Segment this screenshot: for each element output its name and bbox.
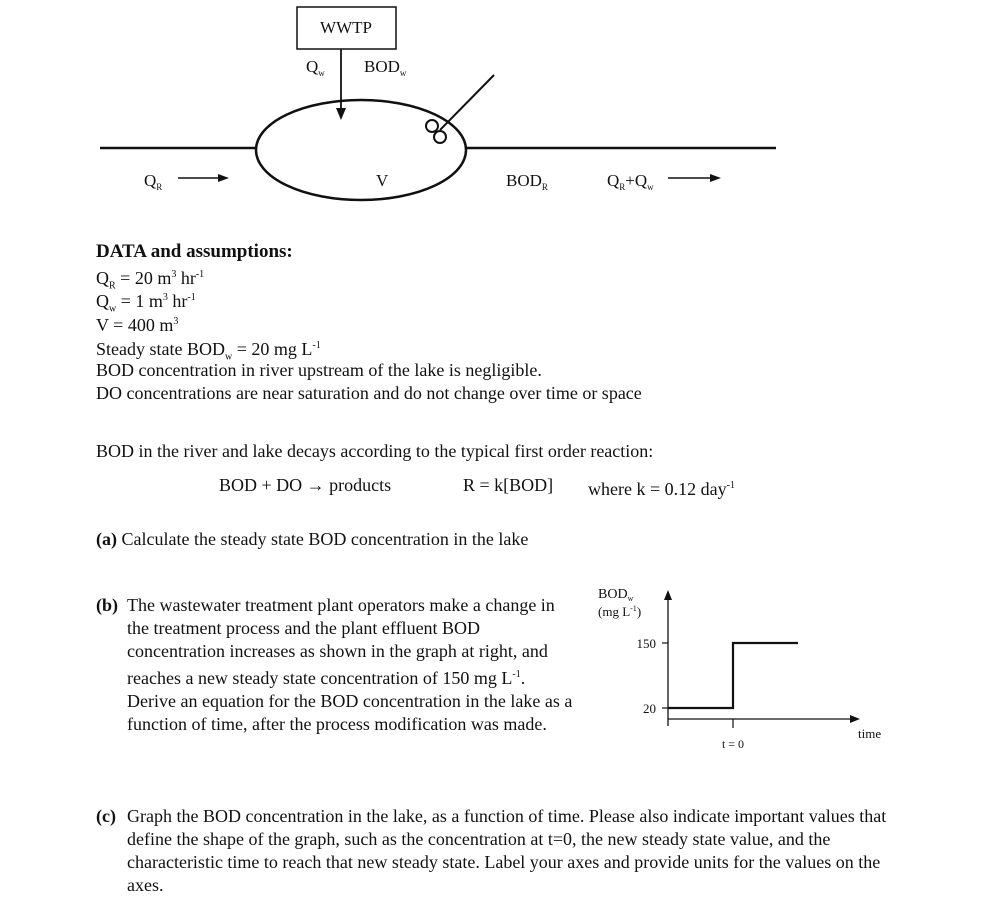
reaction-equation: BOD + DO → products — [219, 475, 392, 495]
data-volume: V = 400 $m^3$ — [96, 315, 179, 335]
reaction-rate-constant: where k = 0.12 day$^{-1}$ — [588, 479, 735, 499]
data-qw: $Q_w = 1$ $m^3$ $hr^{-1}$ — [96, 291, 196, 315]
chart-ylabel: $BOD_w$ — [598, 587, 634, 603]
wwtp-label: WWTP — [320, 18, 372, 37]
qr-arrowhead — [218, 174, 229, 182]
data-heading: DATA and assumptions: — [96, 241, 293, 262]
chart-y-axis-arrowhead — [664, 590, 672, 600]
chart-y-tick-label-150: 150 — [636, 636, 656, 651]
reaction-intro: BOD in the river and lake decays according to the typical first order reaction: — [96, 441, 654, 461]
question-a: (a) Calculate the steady state BOD concentration in the lake — [96, 529, 529, 549]
chart-xlabel: time — [858, 726, 882, 741]
question-b-label: (b) — [96, 595, 118, 615]
bodw-label: $BOD_w$ — [364, 57, 407, 78]
chart-y-tick-label-20: 20 — [643, 701, 656, 716]
bodw-step-chart — [590, 578, 900, 763]
reaction-rate: R = k[BOD] — [463, 475, 554, 495]
chart-x-tick-label: t = 0 — [721, 737, 745, 751]
volume-label: V — [376, 171, 389, 190]
lake-ellipse — [256, 100, 466, 200]
data-bodw: Steady state $BOD_w = 20$ mg $L^{-1}$ — [96, 339, 321, 363]
outflow-arrowhead — [710, 174, 721, 182]
outflow-label: $Q_R+Q_w$ — [607, 171, 654, 192]
lake-diagram — [0, 0, 1001, 230]
chart-series-bodw-step — [668, 643, 798, 708]
assumption-upstream: BOD concentration in river upstream of the lake is negligible. — [96, 360, 542, 380]
question-b-text: The wastewater treatment plant operators make a change in the treatment process and the plant effluent BOD concentration increases as shown in the graph at right, and reaches a new steady state concentration of 150 mg $L^{-1}$. Derive an equation for the BOD concentration in the lake as a function of time, after the process modification was made. — [127, 595, 573, 734]
assumption-do: DO concentrations are near saturation and do not change over time or space — [96, 383, 642, 403]
question-c-label: (c) — [96, 806, 116, 826]
bodr-label: $BOD_R$ — [506, 171, 548, 192]
chart-x-axis-arrowhead — [850, 715, 860, 723]
question-c-text: Graph the BOD concentration in the lake, as a function of time. Please also indicate important values that define the shape of the graph, such as the concentration at t=0, the new steady state value, and the characteristic time to reach that new steady state. Label your axes and provide units for the values on the axes. — [127, 806, 887, 895]
chart-ylabel-units: (mg $L^{-1}$) — [598, 604, 642, 619]
qw-label: $Q_w$ — [306, 57, 325, 78]
probe-line — [440, 75, 494, 130]
data-qr: $Q_R = 20$ $m^3$ $hr^{-1}$ — [96, 268, 205, 292]
qr-label: $Q_R$ — [144, 171, 163, 192]
